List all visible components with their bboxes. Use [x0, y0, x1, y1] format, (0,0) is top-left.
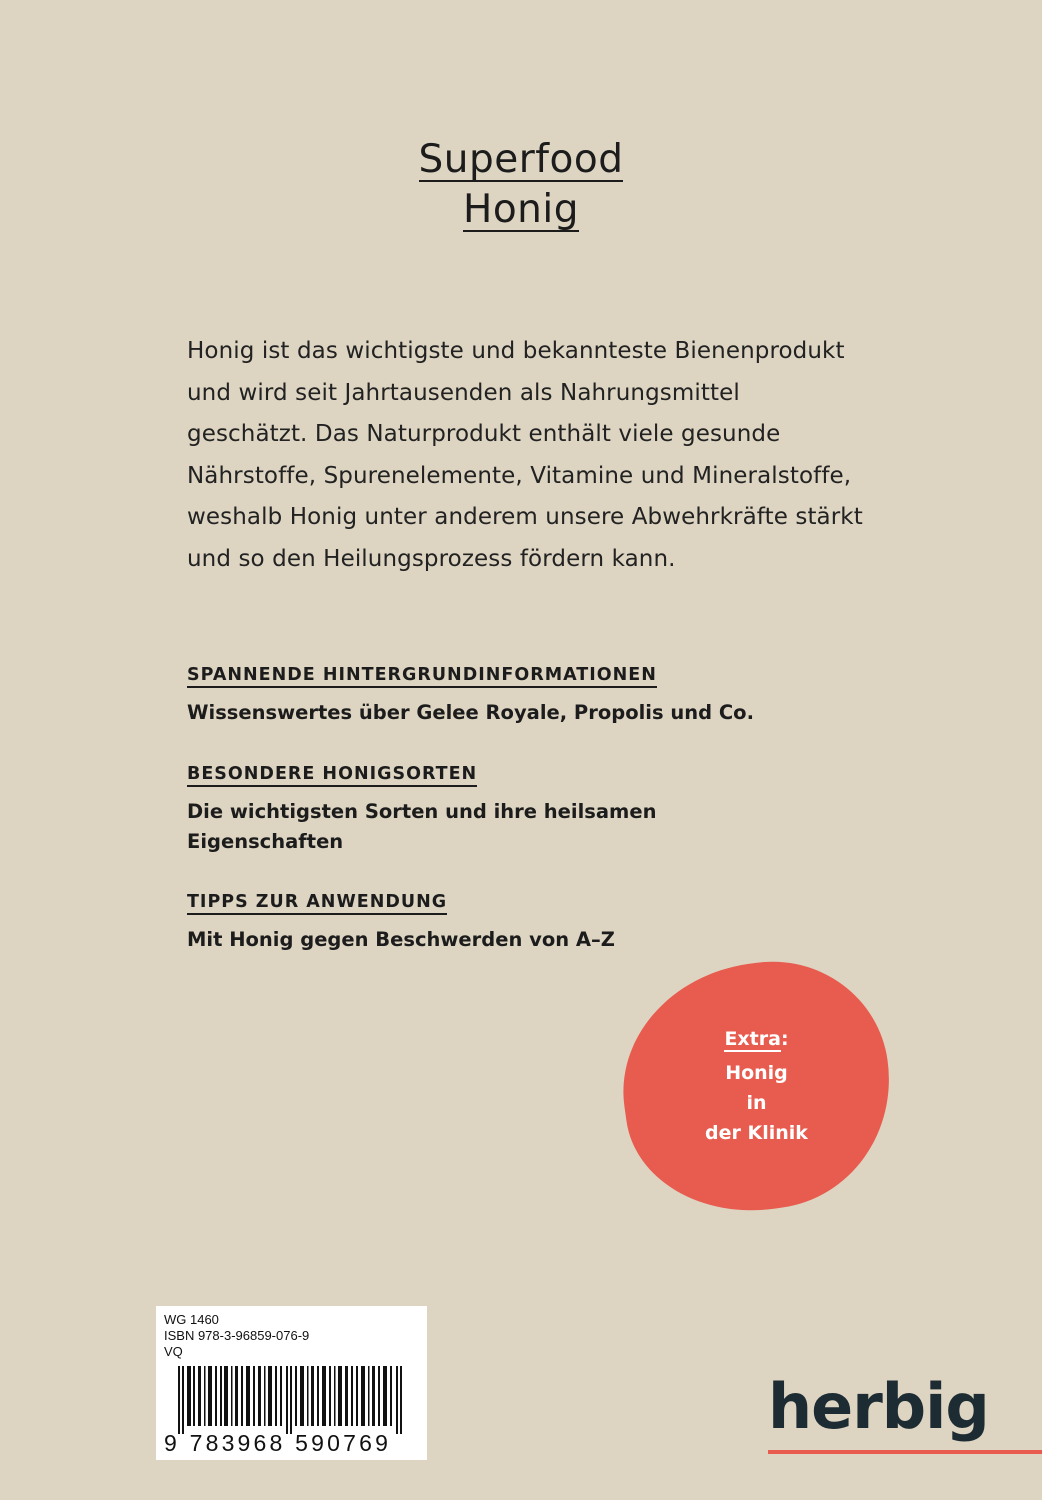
title-line-1: Superfood [418, 137, 624, 182]
feature-heading: SPANNENDE HINTERGRUNDINFORMATIONEN [187, 664, 657, 688]
feature-3 [187, 891, 847, 955]
book-title [0, 135, 1042, 235]
barcode-digits: 9 783968 590769 [164, 1430, 392, 1456]
title-line-2: Honig [463, 187, 579, 232]
feature-text: Die wichtigsten Sorten und ihre heilsamen Eigenschaften [187, 800, 657, 853]
wg-code: WG 1460 [164, 1312, 219, 1327]
barcode-label [156, 1306, 427, 1460]
feature-1 [187, 664, 847, 728]
feature-heading: TIPPS ZUR ANWENDUNG [187, 891, 447, 915]
intro-text: Honig ist das wichtigste und bekannteste Bienenprodukt und wird seit Jahrtausenden als Nahrungsmittel geschätzt. Das Naturprodukt enthält viele gesunde Nährstoffe, Spurenelemente, Vitamine und Mineralstoffe, weshalb Honig unter anderem unsere Abwehrkräfte stärkt und so den Heilungsprozess fördern kann. [187, 338, 863, 572]
isbn-text: ISBN 978-3-96859-076-9 [164, 1328, 310, 1343]
publisher-logo: herbig [768, 1370, 989, 1443]
extra-line-1: Honig [725, 1062, 788, 1084]
feature-text: Mit Honig gegen Beschwerden von A–Z [187, 928, 615, 951]
logo-underline [768, 1450, 1042, 1454]
extra-line-2: in [746, 1092, 767, 1114]
feature-heading: BESONDERE HONIGSORTEN [187, 763, 477, 787]
feature-text: Wissenswertes über Gelee Royale, Propolis und Co. [187, 701, 754, 724]
feature-2 [187, 763, 847, 857]
extra-badge: Extra: Honig in der Klinik [705, 1028, 808, 1144]
barcode-icon [170, 1366, 414, 1434]
vq-code: VQ [164, 1344, 183, 1359]
extra-line-3: der Klinik [705, 1122, 808, 1144]
extra-label: Extra [724, 1028, 781, 1050]
